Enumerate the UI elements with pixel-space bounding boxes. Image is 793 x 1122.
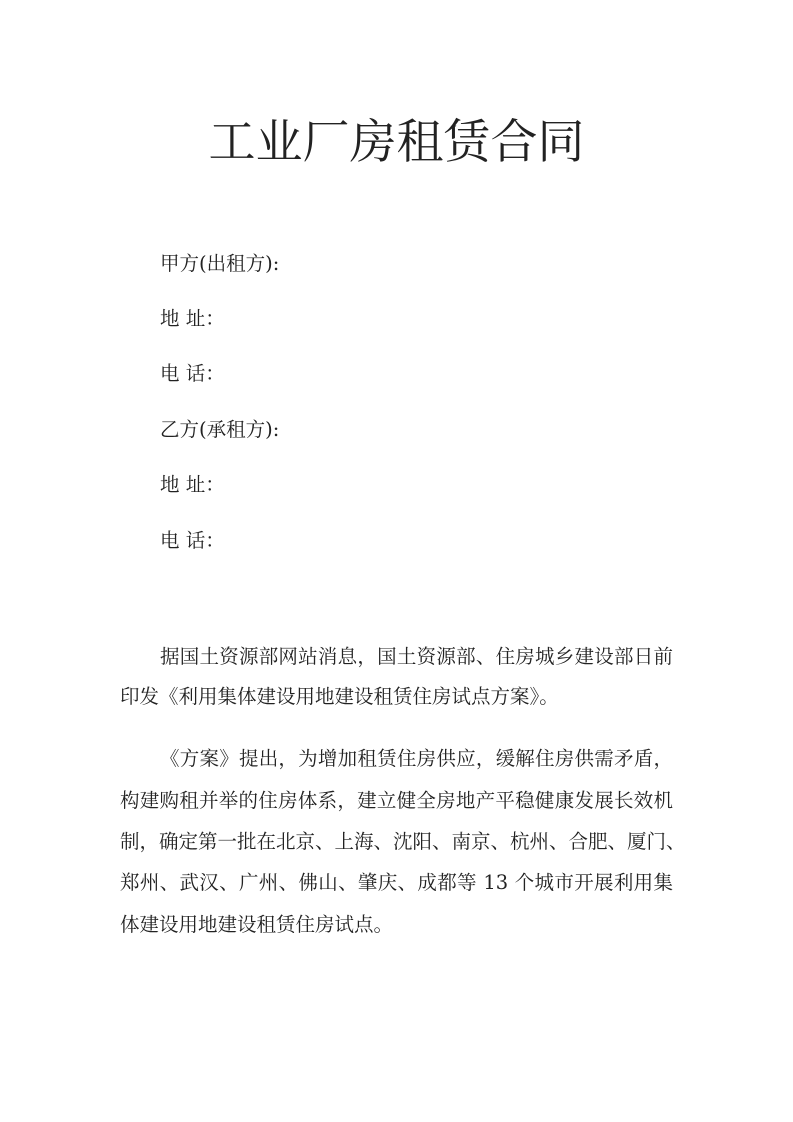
party-b-address-label: 地 址： <box>160 473 225 496</box>
paragraph-line: 体建设用地建设租赁住房试点。 <box>120 913 394 936</box>
paragraph-line: 郑州、武汉、广州、佛山、肇庆、成都等 13 个城市开展利用集 <box>120 871 673 894</box>
paragraph-line: 构建购租并举的住房体系，建立健全房地产平稳健康发展长效机 <box>120 789 673 812</box>
paragraph-line: 据国土资源部网站消息，国土资源部、住房城乡建设部日前 <box>160 645 673 668</box>
paragraph-line: 制，确定第一批在北京、上海、沈阳、南京、杭州、合肥、厦门、 <box>120 830 686 853</box>
document-title: 工业厂房租赁合同 <box>208 115 585 170</box>
party-a-label: 甲方(出租方): <box>160 252 280 275</box>
paragraph-line: 《方案》提出，为增加租赁住房供应，缓解住房供需矛盾， <box>160 747 673 770</box>
party-b-label: 乙方(承租方): <box>160 418 280 441</box>
party-b-phone-label: 电 话： <box>160 529 225 552</box>
party-a-phone-label: 电 话： <box>160 362 225 385</box>
party-a-address-label: 地 址： <box>160 307 225 330</box>
paragraph-line: 印发《利用集体建设用地建设租赁住房试点方案》。 <box>120 685 559 708</box>
